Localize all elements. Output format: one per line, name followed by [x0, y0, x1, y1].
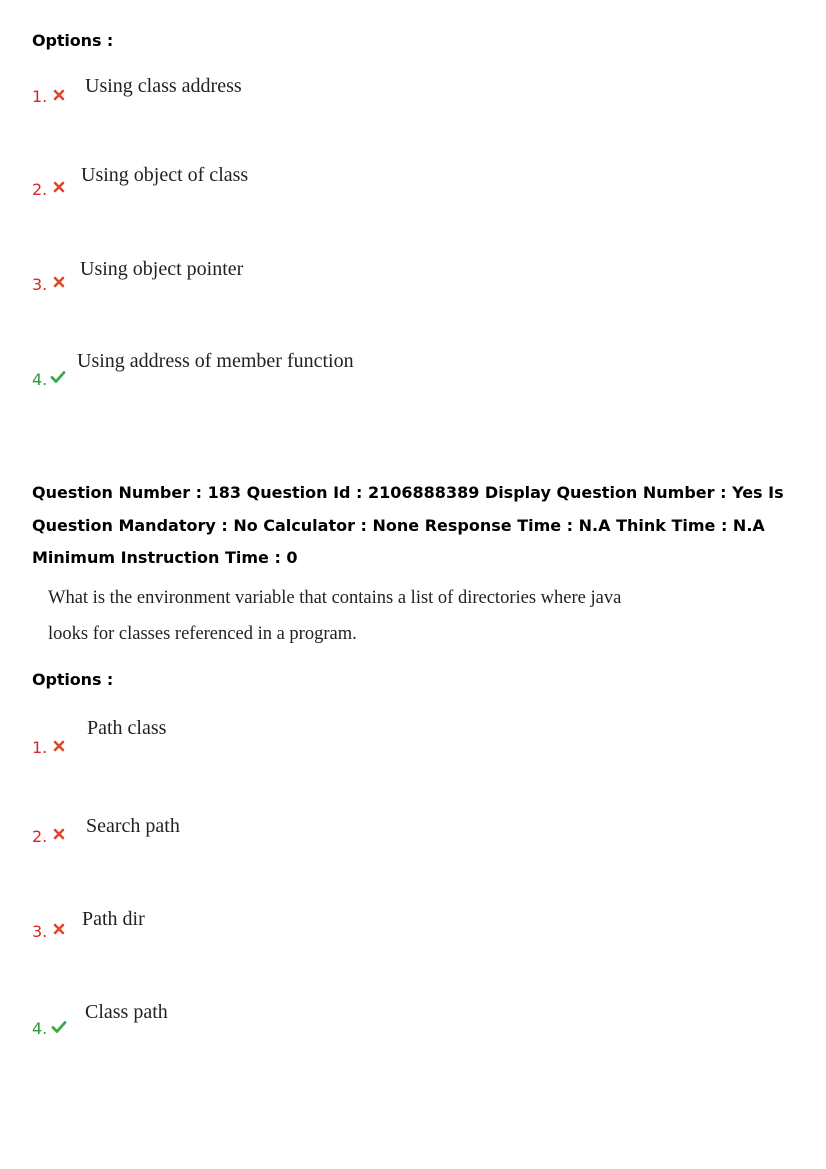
option-number: 1.	[32, 738, 48, 757]
option-number: 3.	[32, 922, 48, 941]
cross-icon	[51, 921, 67, 937]
option-text: Using object pointer	[80, 258, 244, 280]
option-number: 1.	[32, 87, 48, 106]
options-label: Options :	[32, 31, 114, 50]
check-icon	[50, 369, 66, 385]
option-text: Class path	[85, 1001, 168, 1023]
options-label: Options :	[32, 670, 114, 689]
option-text: Search path	[86, 815, 180, 837]
option-text: Path class	[87, 717, 167, 739]
cross-icon	[51, 87, 67, 103]
question-meta: Question Number : 183 Question Id : 2106888389 Display Question Number : Yes Is Question Mandatory : No Calculator : None Response Time : N.A Think Time : N.A Minimum Instruction Time : 0	[32, 483, 784, 567]
cross-icon	[51, 179, 67, 195]
cross-icon	[51, 274, 67, 290]
option-number: 2.	[32, 827, 48, 846]
option-text: Using address of member function	[77, 350, 354, 372]
option-number: 4.	[32, 370, 48, 389]
question-text-line-2: looks for classes referenced in a program.	[48, 624, 357, 644]
cross-icon	[51, 826, 67, 842]
cross-icon	[51, 738, 67, 754]
question-text-line-1: What is the environment variable that contains a list of directories where java	[48, 588, 622, 608]
option-text: Path dir	[82, 908, 145, 930]
option-number: 2.	[32, 180, 48, 199]
option-number: 4.	[32, 1019, 48, 1038]
check-icon	[51, 1019, 67, 1035]
option-text: Using object of class	[81, 164, 249, 186]
option-number: 3.	[32, 275, 48, 294]
option-text: Using class address	[85, 75, 242, 97]
